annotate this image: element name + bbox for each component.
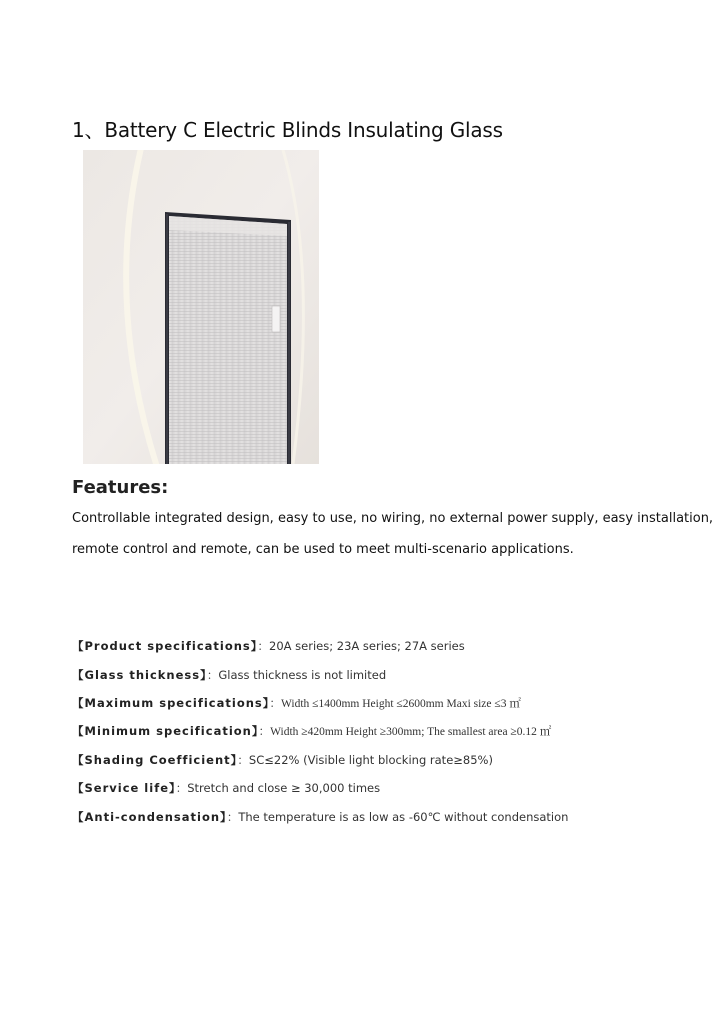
spec-label: 【Minimum specification】 bbox=[72, 724, 259, 738]
spec-value: Width ≤1400mm Height ≤2600mm Maxi size ≤3 ㎡ bbox=[281, 698, 521, 710]
spec-maximum-specifications bbox=[72, 695, 521, 711]
spec-label: 【Maximum specifications】 bbox=[72, 696, 270, 710]
spec-separator: ： bbox=[258, 724, 271, 738]
insulating-glass-image bbox=[83, 150, 319, 464]
spec-separator: ： bbox=[269, 696, 281, 710]
features-line-1: Controllable integrated design, easy to use, no wiring, no external power supply, easy installation, bbox=[72, 511, 714, 526]
features-heading: Features: bbox=[72, 477, 169, 498]
spec-value: The temperature is as low as -60℃ without condensation bbox=[238, 810, 569, 824]
spec-anti-condensation bbox=[72, 809, 568, 825]
spec-minimum-specification bbox=[72, 723, 551, 739]
spec-label: 【Glass thickness】 bbox=[72, 668, 207, 682]
spec-shading-coefficient bbox=[72, 752, 493, 768]
spec-glass-thickness bbox=[72, 667, 386, 683]
spec-separator: ： bbox=[175, 781, 188, 795]
spec-value: SC≤22% (Visible light blocking rate≥85%) bbox=[248, 753, 493, 767]
spec-label: 【Service life】 bbox=[72, 781, 176, 795]
spec-separator: ： bbox=[226, 810, 239, 824]
spec-value: Stretch and close ≥ 30,000 times bbox=[187, 781, 381, 795]
spec-value: 20A series; 23A series; 27A series bbox=[269, 639, 465, 653]
spec-service-life bbox=[72, 780, 380, 796]
spec-separator: ： bbox=[257, 639, 270, 653]
features-line-2: remote control and remote, can be used to meet multi-scenario applications. bbox=[72, 542, 574, 557]
document-title: 1、Battery C Electric Blinds Insulating Glass bbox=[72, 118, 503, 142]
product-photo bbox=[83, 150, 319, 464]
spec-label: 【Shading Coefficient】 bbox=[72, 753, 238, 767]
spec-product-specifications bbox=[72, 638, 465, 654]
spec-label: 【Product specifications】 bbox=[72, 639, 258, 653]
spec-label: 【Anti-condensation】 bbox=[72, 810, 227, 824]
spec-separator: ： bbox=[206, 668, 219, 682]
spec-separator: ： bbox=[237, 753, 249, 767]
spec-value: Width ≥420mm Height ≥300mm; The smallest area ≥0.12 ㎡ bbox=[270, 726, 552, 738]
spec-value: Glass thickness is not limited bbox=[218, 668, 387, 682]
